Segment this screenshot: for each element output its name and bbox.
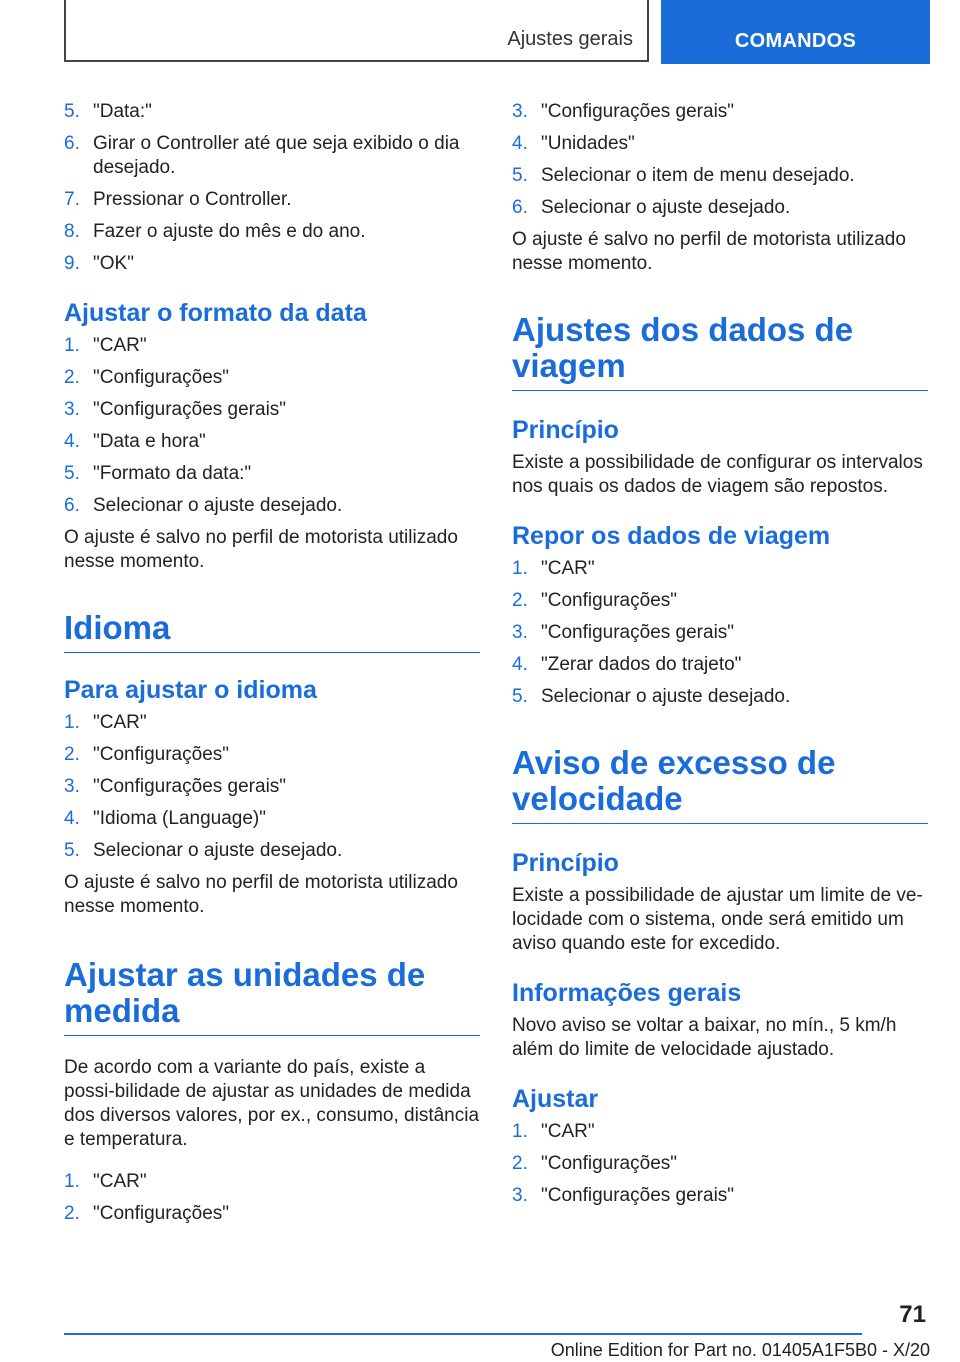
section-title: Ajustes gerais (507, 28, 633, 50)
list-item (64, 711, 480, 735)
list-item (64, 1202, 480, 1226)
step-number: 3. (512, 101, 528, 122)
note-saved-3: O ajuste é salvo no perfil de motorista utilizado nesse momento. (512, 229, 906, 274)
step-text: Selecionar o ajuste desejado. (541, 197, 791, 218)
step-number: 2. (64, 744, 80, 765)
step-number: 2. (512, 590, 528, 611)
step-text: "Formato da data:" (93, 463, 252, 484)
step-text: Selecionar o ajuste desejado. (93, 495, 343, 516)
units-description: De acordo com a variante do país, existe a possi-bilidade de ajustar as unidades de medida dos diversos valores, por ex., consumo, distância e temperatura. (64, 1057, 480, 1150)
step-number: 2. (64, 367, 80, 388)
list-item (512, 589, 928, 613)
steps-reset-trip (512, 557, 928, 709)
list-item (512, 1184, 928, 1208)
edition-note: Online Edition for Part no. 01405A1F5B0 - X/20 (550, 1340, 930, 1360)
steps-units-cont (512, 100, 928, 220)
list-item (512, 196, 928, 220)
list-item (64, 220, 480, 244)
list-item (64, 100, 480, 124)
steps-adjust (512, 1120, 928, 1208)
note-saved-2: O ajuste é salvo no perfil de motorista utilizado nesse momento. (64, 872, 458, 917)
step-text: "CAR" (93, 712, 147, 733)
step-number: 2. (512, 1153, 528, 1174)
step-number: 5. (64, 840, 80, 861)
step-text: Selecionar o ajuste desejado. (541, 686, 791, 707)
step-number: 6. (512, 197, 528, 218)
step-number: 1. (512, 558, 528, 579)
list-item (64, 430, 480, 454)
step-text: "CAR" (93, 1171, 147, 1192)
step-text: "CAR" (541, 1121, 595, 1142)
list-item (512, 557, 928, 581)
list-item (512, 100, 928, 124)
note-saved-1: O ajuste é salvo no perfil de motorista utilizado nesse momento. (64, 527, 458, 572)
step-number: 4. (64, 431, 80, 452)
general-info-text: Novo aviso se voltar a baixar, no mín., 5 km/h além do limite de velocidade ajustado. (512, 1015, 897, 1060)
step-number: 1. (64, 1171, 80, 1192)
heading-trip-data: Ajustes dos dados de viagem (512, 312, 928, 391)
left-column (64, 100, 480, 1234)
step-text: "Configurações" (93, 367, 230, 388)
step-number: 3. (512, 622, 528, 643)
list-item (512, 132, 928, 156)
list-item (64, 462, 480, 486)
list-item (64, 494, 480, 518)
step-number: 3. (512, 1185, 528, 1206)
list-item (512, 1120, 928, 1144)
step-number: 5. (64, 463, 80, 484)
principle-1-text: Existe a possibilidade de configurar os intervalos nos quais os dados de viagem são repostos. (512, 452, 923, 497)
list-item (64, 366, 480, 390)
step-text: "Data:" (93, 101, 152, 122)
step-text: "Unidades" (541, 133, 635, 154)
step-number: 1. (512, 1121, 528, 1142)
step-text: "CAR" (541, 558, 595, 579)
step-number: 2. (64, 1203, 80, 1224)
steps-date (64, 100, 480, 276)
steps-units (64, 1170, 480, 1226)
list-item (64, 334, 480, 358)
heading-speed-warning: Aviso de excesso de velocidade (512, 745, 928, 824)
step-text: Fazer o ajuste do mês e do ano. (93, 221, 366, 242)
list-item (512, 621, 928, 645)
step-text: "Configurações gerais" (93, 776, 287, 797)
chapter-tab-label: COMANDOS (734, 30, 857, 52)
step-text: "Configurações gerais" (541, 1185, 735, 1206)
page-number: 71 (899, 1301, 926, 1328)
right-column (512, 100, 928, 1216)
section-title-box (64, 0, 649, 62)
list-item (512, 1152, 928, 1176)
step-number: 5. (512, 165, 528, 186)
heading-set-language: Para ajustar o idioma (64, 676, 317, 704)
footer-divider (64, 1333, 862, 1335)
step-text: "Data e hora" (93, 431, 206, 452)
step-number: 5. (512, 686, 528, 707)
step-text: "Zerar dados do trajeto" (541, 654, 742, 675)
heading-reset-trip: Repor os dados de viagem (512, 522, 831, 550)
list-item (512, 164, 928, 188)
step-text: Pressionar o Controller. (93, 189, 292, 210)
steps-date-format (64, 334, 480, 518)
heading-language: Idioma (64, 610, 480, 653)
chapter-tab (661, 0, 930, 64)
heading-principle-2: Princípio (512, 849, 619, 877)
page-header (64, 0, 930, 64)
step-text: Selecionar o ajuste desejado. (93, 840, 343, 861)
step-number: 3. (64, 776, 80, 797)
step-text: "Configurações gerais" (541, 101, 735, 122)
step-text: "Configurações" (541, 1153, 678, 1174)
step-text: "Idioma (Language)" (93, 808, 266, 829)
principle-2-text: Existe a possibilidade de ajustar um limite de ve-locidade com o sistema, onde será emitido um aviso quando este for excedido. (512, 885, 923, 954)
steps-language (64, 711, 480, 863)
step-number: 6. (64, 495, 80, 516)
list-item (64, 132, 480, 180)
list-item (64, 252, 480, 276)
step-number: 1. (64, 712, 80, 733)
heading-adjust: Ajustar (512, 1085, 599, 1113)
list-item (512, 685, 928, 709)
list-item (64, 743, 480, 767)
heading-principle-1: Princípio (512, 416, 619, 444)
step-number: 5. (64, 101, 80, 122)
heading-units: Ajustar as unidades de medida (64, 957, 480, 1036)
step-text: "Configurações gerais" (541, 622, 735, 643)
heading-general-info: Informações gerais (512, 979, 742, 1007)
list-item (64, 807, 480, 831)
step-number: 4. (512, 133, 528, 154)
step-text: "CAR" (93, 335, 147, 356)
list-item (64, 839, 480, 863)
step-text: Selecionar o item de menu desejado. (541, 165, 855, 186)
step-text: "OK" (93, 253, 134, 274)
step-number: 8. (64, 221, 80, 242)
list-item (64, 188, 480, 212)
list-item (64, 775, 480, 799)
step-number: 1. (64, 335, 80, 356)
step-number: 4. (512, 654, 528, 675)
step-number: 7. (64, 189, 80, 210)
step-text: "Configurações" (541, 590, 678, 611)
step-number: 3. (64, 399, 80, 420)
step-number: 6. (64, 133, 80, 154)
step-text: "Configurações" (93, 1203, 230, 1224)
heading-date-format: Ajustar o formato da data (64, 299, 367, 327)
step-text: Girar o Controller até que seja exibido o dia desejado. (93, 133, 460, 178)
list-item (64, 1170, 480, 1194)
list-item (64, 398, 480, 422)
step-number: 9. (64, 253, 80, 274)
list-item (512, 653, 928, 677)
step-text: "Configurações gerais" (93, 399, 287, 420)
step-number: 4. (64, 808, 80, 829)
step-text: "Configurações" (93, 744, 230, 765)
